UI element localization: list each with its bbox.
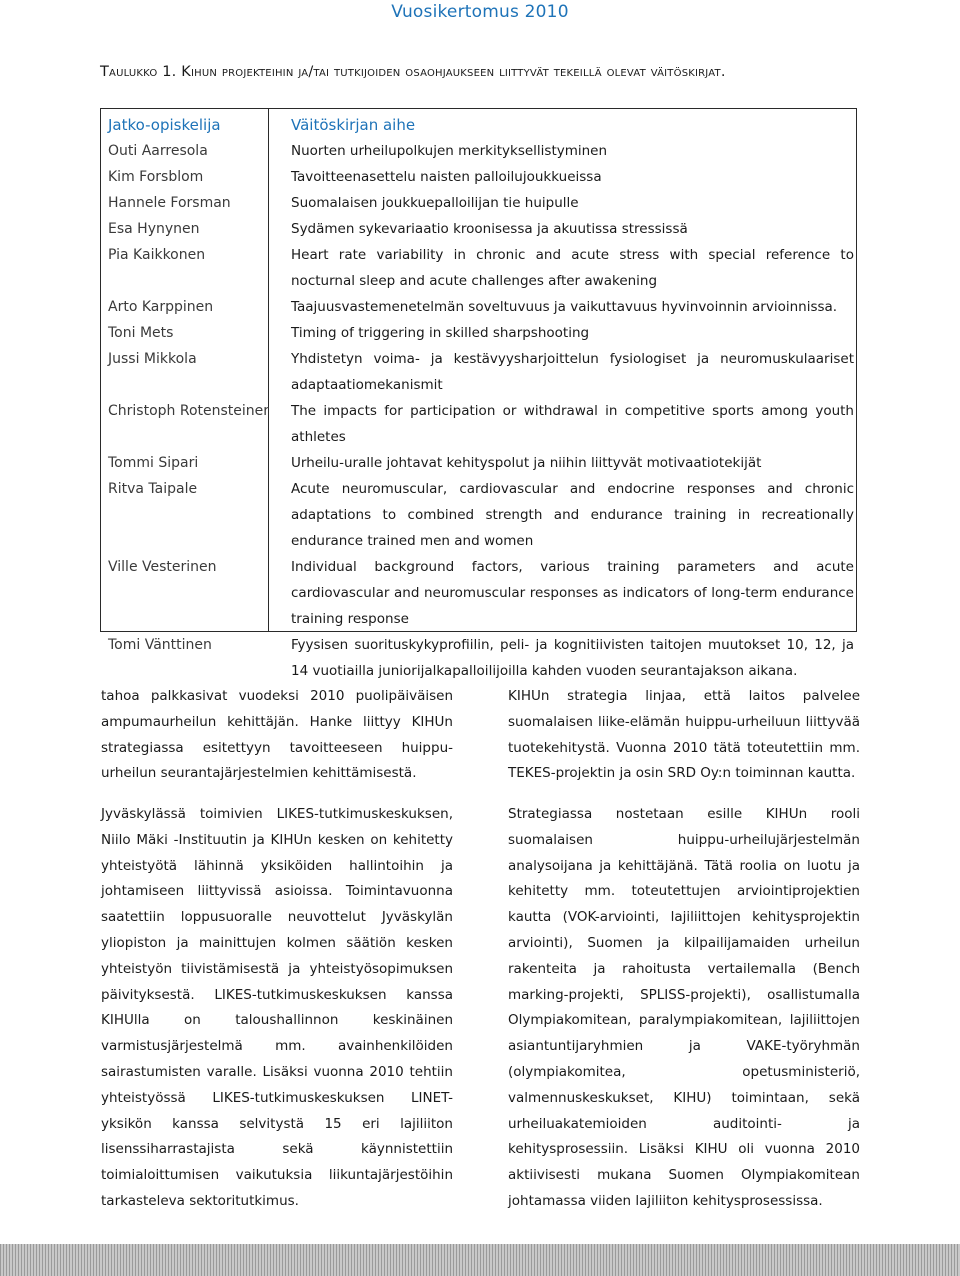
- table-row: [101, 632, 856, 684]
- body-paragraph: Jyväskylässä toimivien LIKES-tutkimuskeskuksen, Niilo Mäki -Instituutin ja KIHUn kesken on kehitetty yhteistyötä lähinnä yksiköiden hallintoihin ja johtamiseen liittyvissä asioissa. Toimintavuonna saatettiin loppusuoralle neuvottelut Jyväskylän yliopiston ja mainittujen kolmen säätiön kesken yhteistyön tiivistämisestä ja yhteistyösopimuksen päivityksestä. LIKES-tutkimuskeskuksen kanssa KIHUlla on taloushallinnon keskinäinen varmistusjärjestelmä mm. avainhenkilöiden sairastumisten varalle. Lisäksi vuonna 2010 tehtiin yhteistyössä LIKES-tutkimuskeskuksen LINET-yksikön kanssa selvitystä 15 eri lajiliiton lisenssiharrastajista sekä käynnistettiin toimialoittumisen vaikutuksia liikuntajärjestöihin tarkasteleva sektoritutkimus.: [101, 806, 453, 1209]
- dissertation-topic: Individual background factors, various training parameters and acute cardiovascular and neuromuscular responses as indicators of long-term endurance training response: [291, 559, 854, 627]
- student-name: Christoph Rotensteiner: [108, 403, 270, 419]
- student-name: Tomi Vänttinen: [108, 637, 212, 653]
- dissertation-topic: Timing of triggering in skilled sharpshooting: [291, 325, 590, 341]
- page-header-title: Vuosikertomus 2010: [391, 2, 569, 22]
- dissertation-topic: Yhdistetyn voima- ja kestävyysharjoittelun fysiologiset ja neuromuskulaariset adaptaatiomekanismit: [291, 351, 854, 393]
- dissertation-topic: Fyysisen suorituskykyprofiilin, peli- ja kognitiivisten taitojen muutokset 10, 12, ja 14 vuotiailla juniorijalkapalloilijoilla kahden vuoden seurantajakson aikana.: [291, 637, 854, 679]
- student-name: Pia Kaikkonen: [108, 247, 206, 263]
- dissertation-topic: Urheilu-uralle johtavat kehityspolut ja niihin liittyvät motivaatiotekijät: [291, 455, 762, 471]
- dissertation-topic: Acute neuromuscular, cardiovascular and endocrine responses and chronic adaptations to combined strength and endurance training in recreationally endurance trained men and women: [291, 481, 854, 549]
- col-header-student: Jatko-opiskelija: [108, 116, 221, 134]
- body-left-column-2: [101, 802, 453, 1215]
- table-row: [101, 554, 856, 632]
- table-row: [101, 476, 856, 554]
- body-paragraph: KIHUn strategia linjaa, että laitos palvelee suomalaisen liike-elämän huippu-urheiluun liittyvää tuotekehitystä. Vuonna 2010 tätä toteutettiin mm. TEKES-projektin ja osin SRD Oy:n toiminnan kautta.: [508, 688, 860, 782]
- dissertation-topic: Heart rate variability in chronic and acute stress with special reference to nocturnal sleep and acute challenges after awakening: [291, 247, 854, 289]
- table-row: [101, 138, 856, 164]
- student-name: Hannele Forsman: [108, 195, 231, 211]
- table-row: [101, 398, 856, 450]
- col-header-topic: Väitöskirjan aihe: [291, 116, 416, 134]
- table-row: [101, 190, 856, 216]
- dissertation-topic: Taajuusvastemenetelmän soveltuvuus ja vaikuttavuus hyvinvoinnin arvioinnissa.: [291, 299, 838, 315]
- body-paragraph: tahoa palkkasivat vuodeksi 2010 puolipäiväisen ampumaurheilun kehittäjän. Hanke liittyy KIHUn strategiassa esitettyyn tavoitteeseen huippu-urheilun seurantajärjestelmien kehittämisestä.: [101, 688, 453, 782]
- student-name: Kim Forsblom: [108, 169, 204, 185]
- table-row: [101, 346, 856, 398]
- dissertation-topic: Tavoitteenasettelu naisten palloilujoukkueissa: [291, 169, 602, 185]
- student-name: Arto Karppinen: [108, 299, 214, 315]
- student-name: Toni Mets: [108, 325, 174, 341]
- dissertations-table: [100, 108, 857, 679]
- dissertation-topic: The impacts for participation or withdrawal in competitive sports among youth athletes: [291, 403, 854, 445]
- table-row: [101, 450, 856, 476]
- table-header-row: [101, 112, 856, 138]
- student-name: Outi Aarresola: [108, 143, 208, 159]
- student-name: Esa Hynynen: [108, 221, 200, 237]
- table-caption: Taulukko 1. Kihun projekteihin ja/tai tutkijoiden osaohjaukseen liittyvät tekeillä olevat väitöskirjat.: [100, 64, 726, 80]
- body-paragraph: Strategiassa nostetaan esille KIHUn rooli suomalaisen huippu-urheilujärjestelmän analysoijana ja kehittäjänä. Tätä roolia on luotu ja kehitetty mm. toteutettujen arviointiprojektien kautta (VOK-arviointi, lajiliittojen kehitysprojektin arviointi), Suomen ja kilpailijamaiden urheilun rakenteita ja rahoitusta vertailemalla (Bench marking-projekti, SPLISS-projekti), osallistumalla Olympiakomitean, paralympiakomitean, lajiliittojen asiantuntijaryhmien ja VAKE-työryhmän (olympiakomitea, opetusministeriö, valmennuskeskukset, KIHU) toimintaan, sekä urheiluakatemioiden auditointi- ja kehitysprosessiin. Lisäksi KIHU oli vuonna 2010 aktiivisesti mukana Suomen Olympiakomitean johtamassa viiden lajiliiton kehitysprosessissa.: [508, 806, 860, 1209]
- body-right-column-2: [508, 802, 860, 1215]
- dissertation-topic: Sydämen sykevariaatio kroonisessa ja akuutissa stressissä: [291, 221, 688, 237]
- dissertation-topic: Nuorten urheilupolkujen merkityksellistyminen: [291, 143, 608, 159]
- footer-decorative-bar: [0, 1244, 960, 1276]
- student-name: Ville Vesterinen: [108, 559, 217, 575]
- body-left-column: [101, 684, 453, 787]
- table-row: [101, 320, 856, 346]
- table-row: [101, 164, 856, 190]
- table-row: [101, 294, 856, 320]
- student-name: Ritva Taipale: [108, 481, 198, 497]
- table-row: [101, 242, 856, 294]
- student-name: Jussi Mikkola: [108, 351, 197, 367]
- dissertation-topic: Suomalaisen joukkuepalloilijan tie huipulle: [291, 195, 579, 211]
- body-right-column: [508, 684, 860, 787]
- table-row: [101, 216, 856, 242]
- student-name: Tommi Sipari: [108, 455, 199, 471]
